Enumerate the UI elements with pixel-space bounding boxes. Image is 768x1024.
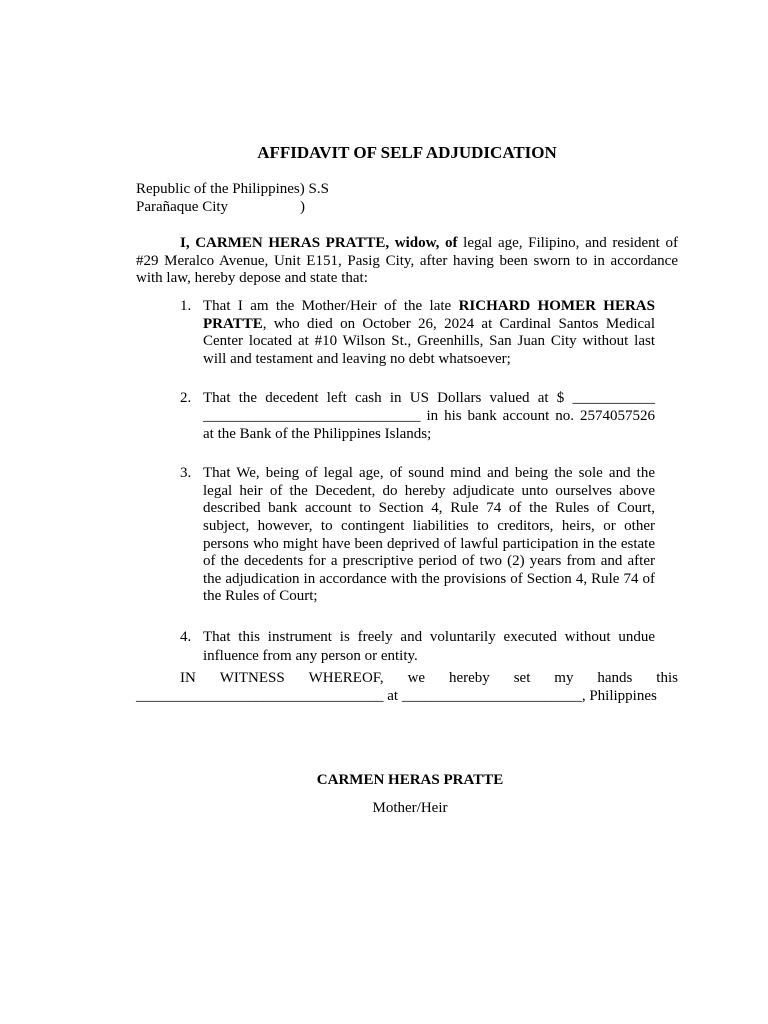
item-2-text: That the decedent left cash in US Dollars valued at $ ___________ _____________________________ in his bank account no. 2574057526 at the Bank of the Philippines Islands; <box>203 390 655 442</box>
intro-paragraph <box>136 235 678 288</box>
affiant-intro-bold: I, CARMEN HERAS PRATTE, widow, of <box>180 235 458 251</box>
signatory-name: CARMEN HERAS PRATTE <box>316 772 504 788</box>
list-item <box>180 628 655 666</box>
witness-word: WITNESS <box>219 670 285 686</box>
statement-list <box>180 298 655 666</box>
witness-word: we <box>407 670 426 686</box>
item-3-text: That We, being of legal age, of sound mind and being the sole and the legal heir of the Decedent, do hereby adjudicate unto ourselves above described bank account to Section 4, Rule 74 of the Rules of Court, subject, however, to contingent liabilities to creditors, heirs, or other persons who might have been deprived of lawful participation in the estate of the decedents for a prescriptive period of two (2) years from and after the adjudication in accordance with the provisions of Section 4, Rule 74 of the Rules of Court; <box>203 465 655 605</box>
item-number: 3. <box>180 465 192 482</box>
witness-word: WHEREOF, <box>308 670 384 686</box>
item-1-pre: That I am the Mother/Heir of the late <box>203 298 459 314</box>
witness-clause <box>136 670 678 705</box>
witness-line-1 <box>136 670 678 688</box>
witness-line-2: _________________________________ at ________________________, Philippines <box>136 687 657 704</box>
witness-word: set <box>513 670 531 686</box>
decedent-name: RICHARD HOMER HERAS PRATTE <box>203 298 655 332</box>
item-4-text: That this instrument is freely and voluntarily executed without undue influence from any person or entity. <box>203 628 655 664</box>
signatory-role: Mother/Heir <box>372 800 448 816</box>
list-item <box>180 298 655 368</box>
document-title: AFFIDAVIT OF SELF ADJUDICATION <box>257 143 557 162</box>
witness-word: this <box>656 670 678 686</box>
item-number: 4. <box>180 628 192 645</box>
witness-word: IN <box>180 670 196 686</box>
venue-line-1: Republic of the Philippines) S.S <box>136 181 329 197</box>
list-item <box>180 390 655 443</box>
witness-word: hereby <box>449 670 490 686</box>
witness-word: my <box>554 670 574 686</box>
venue-block <box>136 181 436 216</box>
document-page <box>136 0 678 1024</box>
venue-paren: ) <box>300 198 305 215</box>
item-number: 1. <box>180 298 192 314</box>
witness-word: hands <box>597 670 633 686</box>
item-number: 2. <box>180 390 192 407</box>
item-1-post: , who died on October 26, 2024 at Cardinal Santos Medical Center located at #10 Wilson St., Greenhills, San Juan City without last will and testament and leaving no debt whatsoever; <box>203 315 655 367</box>
venue-line-2 <box>136 199 436 217</box>
affiant-intro-rest: legal age, Filipino, and resident of #29 Meralco Avenue, Unit E151, Pasig City, after having been sworn to in accordance with law, hereby depose and state that: <box>136 235 678 287</box>
list-item <box>180 465 655 606</box>
venue-city: Parañaque City <box>136 198 229 215</box>
